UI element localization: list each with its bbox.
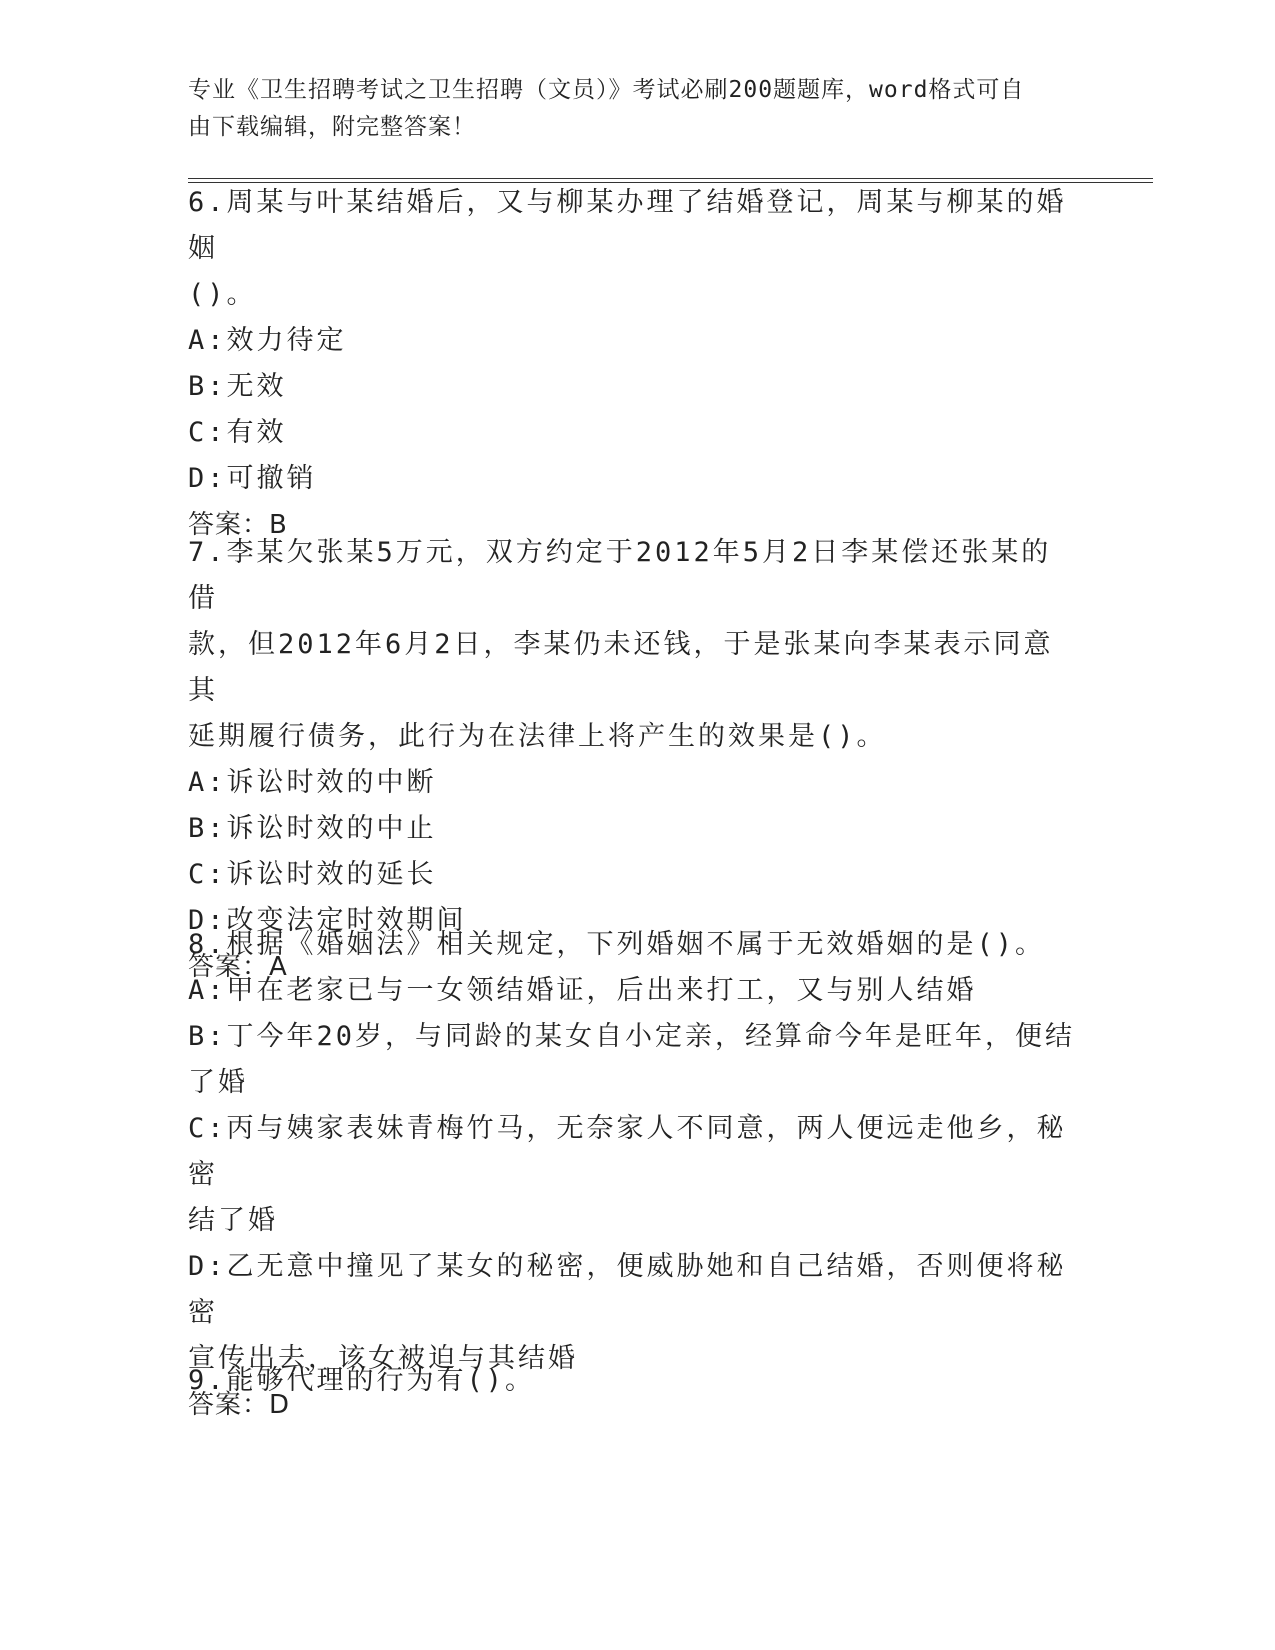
question-stem: 款，但2012年6月2日，李某仍未还钱，于是张某向李某表示同意其 — [188, 629, 1054, 706]
question-6 — [188, 180, 1078, 548]
question-9 — [188, 1358, 1078, 1404]
question-stem: 9.能够代理的行为有()。 — [188, 1365, 536, 1396]
question-stem: ()。 — [188, 279, 257, 310]
option-d: D:可撤销 — [188, 463, 317, 494]
question-stem: 8.根据《婚姻法》相关规定，下列婚姻不属于无效婚姻的是()。 — [188, 929, 1046, 960]
option-a: A:效力待定 — [188, 325, 347, 356]
option-b: B:诉讼时效的中止 — [188, 813, 437, 844]
option-c: C:诉讼时效的延长 — [188, 859, 437, 890]
option-d: D:乙无意中撞见了某女的秘密，便威胁她和自己结婚，否则便将秘密 — [188, 1251, 1067, 1328]
question-stem: 延期履行债务，此行为在法律上将产生的效果是()。 — [188, 721, 887, 752]
option-c: C:丙与姨家表妹青梅竹马，无奈家人不同意，两人便远走他乡，秘密 — [188, 1113, 1067, 1190]
option-d-cont: 宣传出去，该女被迫与其结婚 — [188, 1343, 578, 1374]
option-d: D:改变法定时效期间 — [188, 905, 467, 936]
option-b: B:无效 — [188, 371, 287, 402]
answer: 答案：D — [188, 1390, 291, 1420]
question-stem: 7.李某欠张某5万元，双方约定于2012年5月2日李某偿还张某的借 — [188, 537, 1052, 614]
document-header — [188, 72, 1068, 146]
question-stem: 6.周某与叶某结婚后，又与柳某办理了结婚登记，周某与柳某的婚姻 — [188, 187, 1067, 264]
option-a: A:诉讼时效的中断 — [188, 767, 437, 798]
option-a: A:甲在老家已与一女领结婚证，后出来打工，又与别人结婚 — [188, 975, 977, 1006]
header-line-1: 专业《卫生招聘考试之卫生招聘（文员）》考试必刷200题题库，word格式可自 — [188, 77, 1025, 103]
answer: 答案：B — [188, 510, 288, 540]
option-b: B:丁今年20岁，与同龄的某女自小定亲，经算命今年是旺年，便结 — [188, 1021, 1076, 1052]
header-line-2: 由下载编辑，附完整答案！ — [188, 114, 476, 140]
option-c: C:有效 — [188, 417, 287, 448]
question-7 — [188, 530, 1078, 990]
option-c-cont: 结了婚 — [188, 1205, 278, 1236]
question-8 — [188, 922, 1078, 1428]
answer: 答案：A — [188, 952, 288, 982]
option-b-cont: 了婚 — [188, 1067, 248, 1098]
